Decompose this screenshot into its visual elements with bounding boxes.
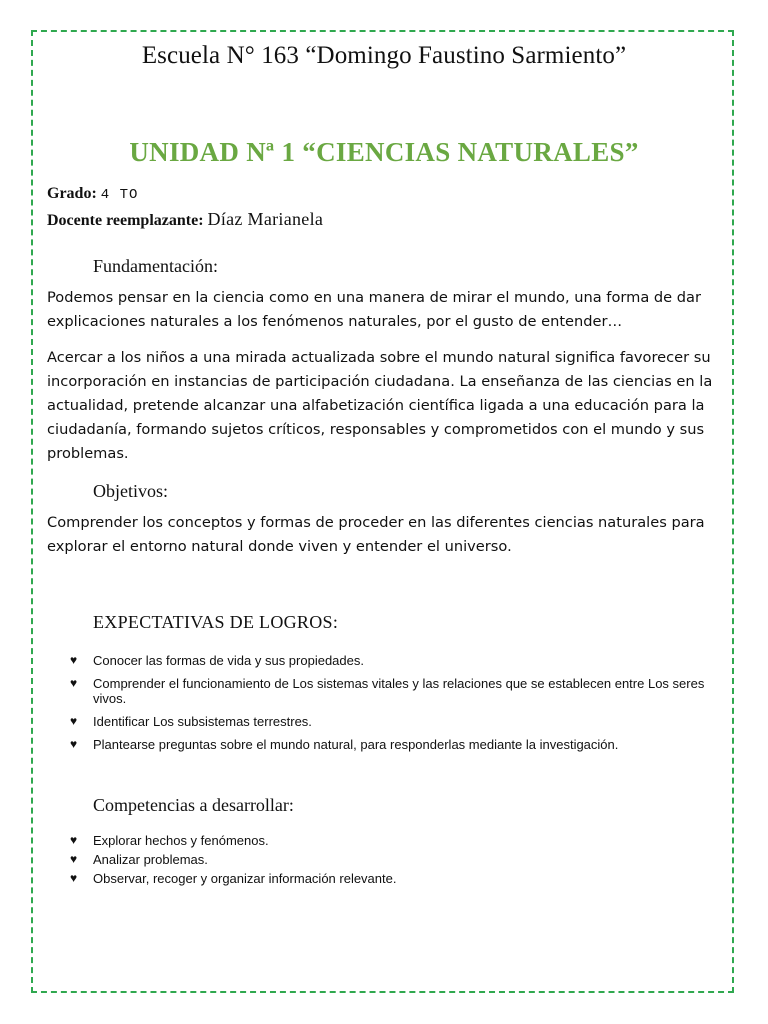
list-item-text: Identificar Los subsistemas terrestres. [93, 714, 312, 729]
docente-label: Docente reemplazante: [47, 212, 204, 229]
list-item [70, 852, 710, 867]
list-item [70, 653, 710, 668]
grado-line [47, 185, 138, 203]
list-item-text: Analizar problemas. [93, 852, 208, 867]
fundamentacion-heading: Fundamentación: [93, 256, 218, 276]
list-item-text: Plantearse preguntas sobre el mundo natural, para responderlas mediante la investigación. [93, 737, 619, 752]
expectativas-list [70, 653, 710, 760]
objetivos-paragraph: Comprender los conceptos y formas de proceder en las diferentes ciencias naturales para explorar el entorno natural donde viven y entender el universo. [47, 514, 705, 555]
list-item [70, 871, 710, 886]
competencias-list [70, 833, 710, 890]
list-item-text: Conocer las formas de vida y sus propiedades. [93, 653, 364, 668]
heart-bullet-icon: ♥ [70, 852, 78, 866]
heart-bullet-icon: ♥ [70, 737, 78, 751]
list-item [70, 737, 710, 752]
school-title: Escuela N° 163 “Domingo Faustino Sarmiento” [141, 42, 627, 69]
docente-value: Díaz Marianela [207, 209, 324, 229]
fundamentacion-paragraph-2: Acercar a los niños a una mirada actualizada sobre el mundo natural significa favorecer su incorporación en instancias de participación ciudadana. La enseñanza de las ciencias en la actualidad, pretende alcanzar una alfabetización científica ligada a una educación para la ciudadanía, formando sujetos críticos, responsables y comprometidos con el mundo y sus problemas. [47, 349, 713, 462]
list-item [70, 714, 710, 729]
list-item [70, 833, 710, 848]
heart-bullet-icon: ♥ [70, 833, 78, 847]
fundamentacion-paragraph-1: Podemos pensar en la ciencia como en una manera de mirar el mundo, una forma de dar explicaciones naturales a los fenómenos naturales, por el gusto de entender… [47, 289, 702, 330]
list-item [70, 676, 710, 706]
list-item-text: Observar, recoger y organizar información relevante. [93, 871, 397, 886]
heart-bullet-icon: ♥ [70, 714, 78, 728]
heart-bullet-icon: ♥ [70, 653, 78, 667]
expectativas-heading: EXPECTATIVAS DE LOGROS: [93, 612, 339, 632]
competencias-heading: Competencias a desarrollar: [93, 795, 294, 815]
list-item-text: Comprender el funcionamiento de Los sistemas vitales y las relaciones que se establecen entre Los seres vivos. [93, 676, 705, 706]
grado-value: 4 TO [100, 187, 139, 203]
objetivos-heading: Objetivos: [93, 481, 168, 501]
list-item-text: Explorar hechos y fenómenos. [93, 833, 269, 848]
heart-bullet-icon: ♥ [70, 676, 78, 690]
docente-line [47, 209, 323, 230]
grado-label: Grado: [47, 185, 97, 202]
unit-title: UNIDAD Nª 1 “CIENCIAS NATURALES” [129, 137, 639, 167]
heart-bullet-icon: ♥ [70, 871, 78, 885]
